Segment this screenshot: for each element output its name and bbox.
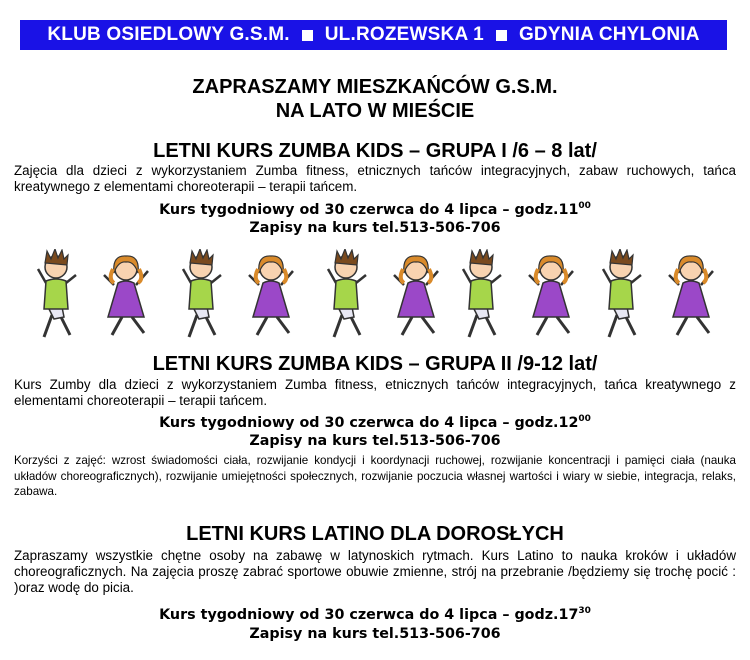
- course3-title: LETNI KURS LATINO DLA DOROSŁYCH: [186, 523, 564, 545]
- course3-signup: Zapisy na kurs tel.513-506-706: [249, 626, 501, 642]
- course2-schedule-text: Kurs tygodniowy od 30 czerwca do 4 lipca – godz.12: [159, 415, 579, 431]
- club-name: KLUB OSIEDLOWY G.S.M.: [47, 24, 290, 45]
- boy-dancer: [603, 249, 641, 337]
- course3-schedule-text: Kurs tygodniowy od 30 czerwca do 4 lipca – godz.17: [159, 607, 579, 623]
- course1-schedule: [0, 201, 750, 219]
- course3-schedule-minutes: 30: [578, 606, 591, 616]
- course2-schedule: [0, 414, 750, 432]
- headline-line-1: ZAPRASZAMY MIESZKAŃCÓW G.S.M.: [192, 76, 558, 98]
- course2-schedule-minutes: 00: [578, 414, 591, 424]
- course3-description: Zapraszamy wszystkie chętne osoby na zabawę w latynoskich rytmach. Kurs Latino to nauka kroków i układów choreograficznych. Na zajęcia proszę zabrać sportowe obuwie zmienne, strój na przebranie /będziemy się trochę pocić : )oraz wodę do picia.: [14, 548, 736, 595]
- boy-dancer: [463, 249, 501, 337]
- girl-dancer: [249, 256, 293, 335]
- course3-schedule: [0, 606, 750, 624]
- boy-dancer: [328, 249, 366, 337]
- header-banner: [20, 20, 727, 50]
- course1-schedule-text: Kurs tygodniowy od 30 czerwca do 4 lipca – godz.11: [159, 202, 579, 218]
- club-address: UL.ROZEWSKA 1: [324, 24, 484, 45]
- boy-dancer: [183, 249, 221, 337]
- course2-title: LETNI KURS ZUMBA KIDS – GRUPA II /9-12 lat/: [152, 353, 598, 375]
- girl-dancer: [529, 256, 573, 335]
- boy-dancer: [38, 249, 76, 337]
- course2-description: Kurs Zumby dla dzieci z wykorzystaniem Zumba fitness, etnicznych tańców integracyjnych, tańca kreatywnego z elementami choreoterapii – terapii tańcem.: [14, 377, 736, 408]
- course1-title: LETNI KURS ZUMBA KIDS – GRUPA I /6 – 8 lat/: [153, 140, 597, 162]
- course2-benefits: Korzyści z zajęć: wzrost świadomości ciała, rozwijanie kondycji i koordynacji ruchowej, rozwijanie koncentracji i pamięci ciała (nauka układów choreograficznych), rozwijanie umiejętności społecznych, rozwijanie poczucia własnej wartości i wiary w siebie, integracja, relaks, zabawa.: [14, 454, 736, 499]
- girl-dancer: [104, 256, 148, 335]
- course1-signup: Zapisy na kurs tel.513-506-706: [249, 220, 501, 236]
- dancing-kids-illustration: [24, 249, 729, 343]
- headline-line-2: NA LATO W MIEŚCIE: [275, 100, 475, 122]
- girl-dancer: [669, 256, 713, 335]
- course2-signup: Zapisy na kurs tel.513-506-706: [249, 433, 501, 449]
- square-bullet-icon: [496, 30, 507, 41]
- square-bullet-icon: [302, 30, 313, 41]
- course1-description: Zajęcia dla dzieci z wykorzystaniem Zumba fitness, etnicznych tańców integracyjnych, zabaw ruchowych, tańca kreatywnego z elementami choreoterapii – terapii tańcem.: [14, 163, 736, 194]
- course1-schedule-minutes: 00: [578, 201, 591, 211]
- girl-dancer: [394, 256, 438, 335]
- club-location: GDYNIA CHYLONIA: [518, 24, 700, 45]
